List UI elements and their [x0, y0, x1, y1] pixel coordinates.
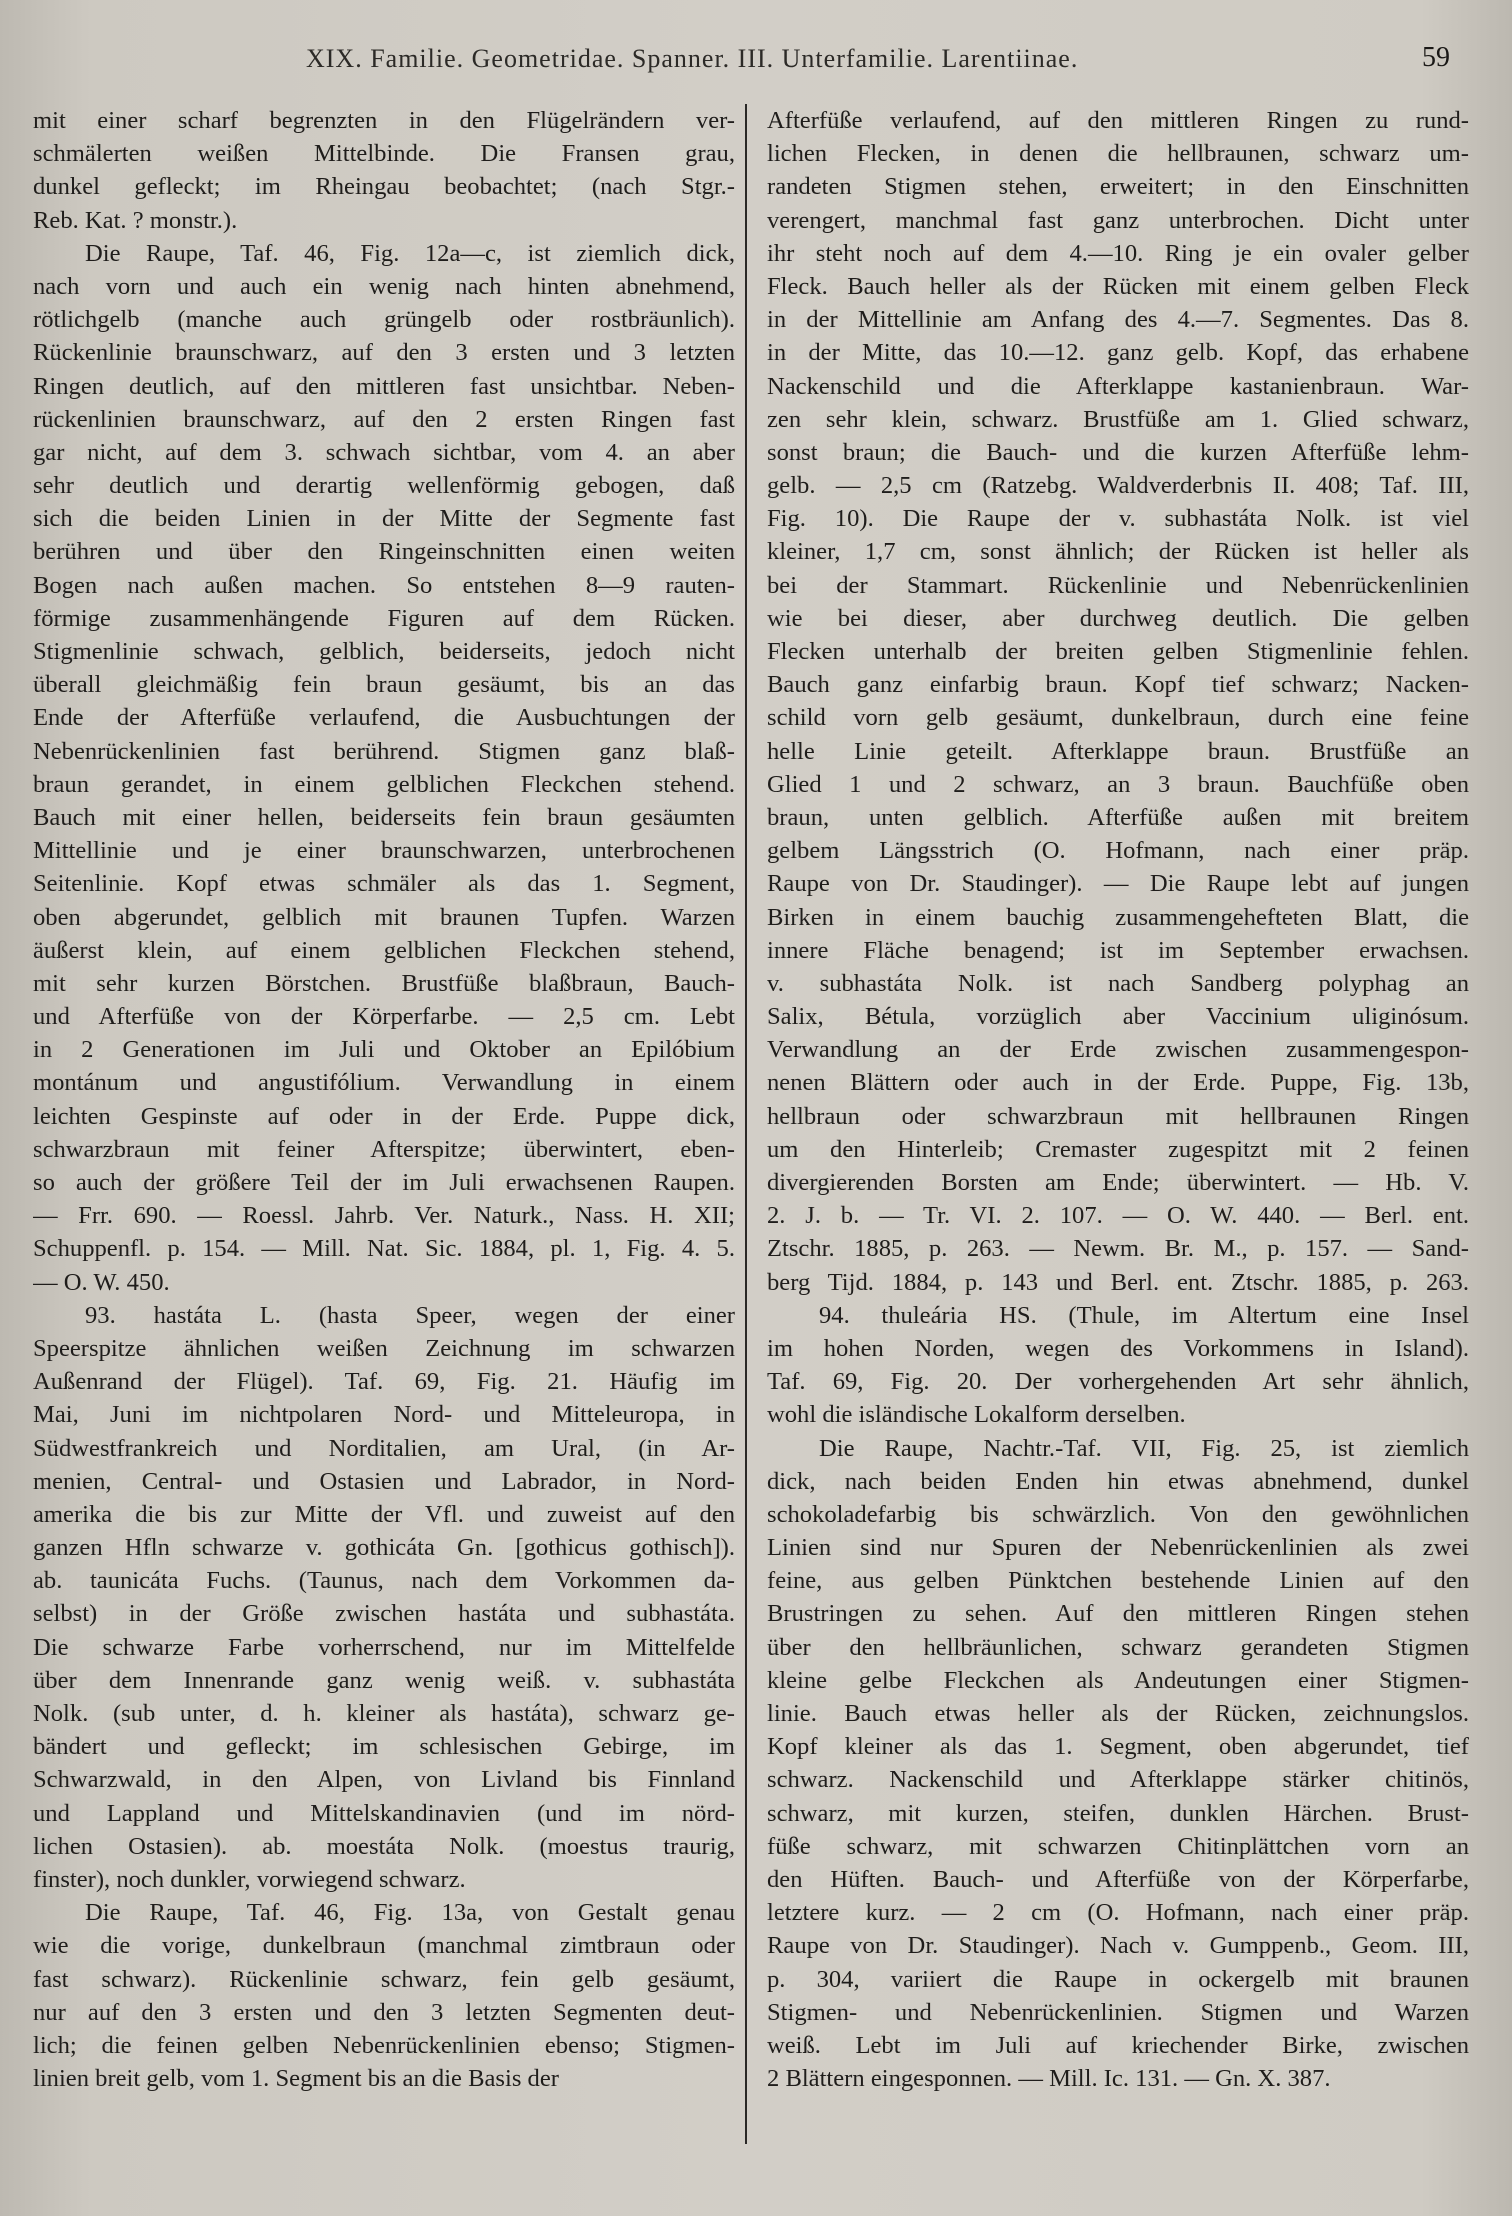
left-column-text-line: dunkel gefleckt; im Rheingau beobachtet; (nach Stgr.-	[33, 173, 735, 201]
left-column-text-line: selbst) in der Größe zwischen hastáta und subhastáta.	[33, 1600, 735, 1628]
right-column-text-line: hellbraun oder schwarzbraun mit hellbraunen Ringen	[767, 1102, 1469, 1130]
right-column-text-line: Die Raupe, Nachtr.-Taf. VII, Fig. 25, ist ziemlich	[819, 1434, 1469, 1462]
right-column-text-line: kleine gelbe Fleckchen als Andeutungen einer Stigmen-	[767, 1666, 1469, 1694]
right-column-text-line: um den Hinterleib; Cremaster zugespitzt mit 2 feinen	[767, 1135, 1469, 1163]
right-column-text-line: Fig. 10). Die Raupe der v. subhastáta Nolk. ist viel	[767, 505, 1469, 533]
left-column-text-line: Die schwarze Farbe vorherrschend, nur im Mittelfelde	[33, 1633, 735, 1661]
left-column-text-line: so auch der größere Teil der im Juli erwachsenen Raupen.	[33, 1169, 735, 1196]
left-column-text-line: Ringen deutlich, auf den mittleren fast unsichtbar. Neben-	[33, 372, 735, 400]
right-column-text-line: Raupe von Dr. Staudinger). Nach v. Gumppenb., Geom. III,	[767, 1932, 1469, 1960]
right-column-text-line: Fleck. Bauch heller als der Rücken mit einem gelben Fleck	[767, 272, 1469, 300]
right-column-text-line: verengert, manchmal fast ganz unterbrochen. Dicht unter	[767, 206, 1469, 234]
right-column-text-line: Ztschr. 1885, p. 263. — Newm. Br. M., p. 157. — Sand-	[767, 1235, 1469, 1263]
right-column-text-line: letztere kurz. — 2 cm (O. Hofmann, nach einer präp.	[767, 1899, 1469, 1927]
left-column-text-line: nur auf den 3 ersten und den 3 letzten Segmenten deut-	[33, 1998, 735, 2026]
left-column-text-line: Stigmenlinie schwach, gelblich, beiderseits, jedoch nicht	[33, 638, 735, 665]
right-column-text-line: Glied 1 und 2 schwarz, an 3 braun. Bauchfüße oben	[767, 770, 1469, 798]
left-column-text-line: Die Raupe, Taf. 46, Fig. 13a, von Gestalt genau	[85, 1899, 735, 1927]
left-column-text-line: Rückenlinie braunschwarz, auf den 3 ersten und 3 letzten	[33, 339, 735, 367]
right-column-text-line: füße schwarz, mit schwarzen Chitinplättchen vorn an	[767, 1832, 1469, 1860]
left-column-text-line: Mittellinie und je einer braunschwarzen, unterbrochenen	[33, 837, 735, 865]
right-column-text-line: helle Linie geteilt. Afterklappe braun. Brustfüße an	[767, 737, 1469, 765]
right-column-text-line: zen sehr klein, schwarz. Brustfüße am 1. Glied schwarz,	[767, 405, 1469, 433]
left-column-text-line: wie die vorige, dunkelbraun (manchmal zimtbraun oder	[33, 1932, 735, 1960]
left-column-text-line: — Frr. 690. — Roessl. Jahrb. Ver. Naturk., Nass. H. XII;	[33, 1202, 735, 1230]
right-column-text-line: schild vorn gelb gesäumt, dunkelbraun, durch eine feine	[767, 704, 1469, 732]
right-column-text-line: schokoladefarbig bis schwärzlich. Von den gewöhnlichen	[767, 1500, 1469, 1528]
right-column-text-line: divergierenden Borsten am Ende; überwintert. — Hb. V.	[767, 1169, 1469, 1196]
right-column-text-line: Bauch ganz einfarbig braun. Kopf tief schwarz; Nacken-	[767, 671, 1469, 699]
left-column-text-line: — O. W. 450.	[33, 1268, 170, 1296]
left-column-text-line: Mai, Juni im nichtpolaren Nord- und Mitteleuropa, in	[33, 1401, 735, 1429]
left-column-text-line: Bauch mit einer hellen, beiderseits fein braun gesäumten	[33, 803, 735, 831]
right-column-text-line: linie. Bauch etwas heller als der Rücken, zeichnungslos.	[767, 1700, 1469, 1727]
right-column-text-line: ihr steht noch auf dem 4.—10. Ring je ein ovaler gelber	[767, 239, 1469, 267]
left-column-text-line: Schwarzwald, in den Alpen, von Livland bis Finnland	[33, 1766, 735, 1794]
right-column-text-line: Linien sind nur Spuren der Nebenrückenlinien als zwei	[767, 1534, 1469, 1562]
left-column-text-line: amerika die bis zur Mitte der Vfl. und zuweist auf den	[33, 1500, 735, 1528]
left-column-text-line: Reb. Kat. ? monstr.).	[33, 206, 238, 234]
right-column-text-line: Kopf kleiner als das 1. Segment, oben abgerundet, tief	[767, 1733, 1469, 1761]
left-column-text-line: in 2 Generationen im Juli und Oktober an Epilóbium	[33, 1036, 735, 1064]
right-column-text-line: schwarz. Nackenschild und Afterklappe stärker chitinös,	[767, 1766, 1469, 1794]
right-column-text-line: über den hellbräunlichen, schwarz gerandeten Stigmen	[767, 1633, 1469, 1661]
left-column-text-line: Schuppenfl. p. 154. — Mill. Nat. Sic. 1884, pl. 1, Fig. 4. 5.	[33, 1235, 735, 1263]
left-column-text-line: mit einer scharf begrenzten in den Flügelrändern ver-	[33, 107, 735, 134]
right-column-text-line: 2 Blättern eingesponnen. — Mill. Ic. 131. — Gn. X. 387.	[767, 2065, 1331, 2093]
right-column-text-line: den Hüften. Bauch- und Afterfüße von der Körperfarbe,	[767, 1865, 1469, 1893]
left-column-text-line: leichten Gespinste auf oder in der Erde. Puppe dick,	[33, 1102, 735, 1130]
right-column-text-line: kleiner, 1,7 cm, sonst ähnlich; der Rücken ist heller als	[767, 538, 1469, 566]
right-column-text-line: Salix, Bétula, vorzüglich aber Vaccinium uliginósum.	[767, 1003, 1469, 1031]
left-column-text-line: ganzen Hfln schwarze v. gothicáta Gn. [gothicus gothisch]).	[33, 1534, 735, 1562]
right-column-text-line: Verwandlung an der Erde zwischen zusammengespon-	[767, 1036, 1469, 1064]
right-column-text-line: Birken in einem bauchig zusammengehefteten Blatt, die	[767, 903, 1469, 931]
left-column-text-line: Südwestfrankreich und Norditalien, am Ural, (in Ar-	[33, 1434, 735, 1462]
right-column-text-line: bei der Stammart. Rückenlinie und Nebenrückenlinien	[767, 571, 1469, 599]
right-text-column	[767, 104, 1469, 2095]
running-head	[0, 44, 1512, 84]
running-head-title: XIX. Familie. Geometridae. Spanner. III. Unterfamilie. Larentiinae.	[306, 44, 1079, 73]
right-column-text-line: Brustringen zu sehen. Auf den mittleren Ringen stehen	[767, 1600, 1469, 1628]
left-text-column	[33, 104, 735, 2095]
left-column-text-line: nach vorn und auch ein wenig nach hinten abnehmend,	[33, 272, 735, 300]
left-column-text-line: rötlichgelb (manche auch grüngelb oder rostbräunlich).	[33, 306, 735, 334]
right-column-text-line: Taf. 69, Fig. 20. Der vorhergehenden Art sehr ähnlich,	[767, 1368, 1469, 1396]
right-column-text-line: Stigmen- und Nebenrückenlinien. Stigmen und Warzen	[767, 1998, 1469, 2026]
right-column-text-line: wohl die isländische Lokalform derselben.	[767, 1401, 1186, 1429]
right-column-text-line: Afterfüße verlaufend, auf den mittleren Ringen zu rund-	[767, 107, 1469, 134]
right-column-text-line: innere Fläche benagend; ist im September erwachsen.	[767, 936, 1469, 964]
right-column-text-line: im hohen Norden, wegen des Vorkommens in Island).	[767, 1334, 1469, 1362]
left-column-text-line: Nolk. (sub unter, d. h. kleiner als hastáta), schwarz ge-	[33, 1700, 735, 1727]
right-column-text-line: p. 304, variiert die Raupe in ockergelb mit braunen	[767, 1965, 1469, 1993]
left-column-text-line: 93. hastáta L. (hasta Speer, wegen der einer	[85, 1301, 735, 1329]
right-column-text-line: braun, unten gelblich. Afterfüße außen mit breitem	[767, 803, 1469, 831]
left-column-text-line: braun gerandet, in einem gelblichen Fleckchen stehend.	[33, 770, 735, 798]
right-column-text-line: v. subhastáta Nolk. ist nach Sandberg polyphag an	[767, 969, 1469, 997]
left-column-text-line: Die Raupe, Taf. 46, Fig. 12a—c, ist ziemlich dick,	[85, 239, 735, 267]
left-column-text-line: lich; die feinen gelben Nebenrückenlinien ebenso; Stigmen-	[33, 2031, 735, 2059]
left-column-text-line: gar nicht, auf dem 3. schwach sichtbar, vom 4. an aber	[33, 438, 735, 466]
left-column-text-line: Bogen nach außen machen. So entstehen 8—9 rauten-	[33, 571, 735, 599]
right-column-text-line: schwarz, mit kurzen, steifen, dunklen Härchen. Brust-	[767, 1799, 1469, 1827]
left-column-text-line: sich die beiden Linien in der Mitte der Segmente fast	[33, 505, 735, 533]
left-column-text-line: oben abgerundet, gelblich mit braunen Tupfen. Warzen	[33, 903, 735, 931]
left-column-text-line: Ende der Afterfüße verlaufend, die Ausbuchtungen der	[33, 704, 735, 732]
right-column-text-line: sonst braun; die Bauch- und die kurzen Afterfüße lehm-	[767, 438, 1469, 466]
left-column-text-line: lichen Ostasien). ab. moestáta Nolk. (moestus traurig,	[33, 1832, 735, 1860]
right-column-text-line: Raupe von Dr. Staudinger). — Die Raupe lebt auf jungen	[767, 870, 1469, 898]
left-column-text-line: über dem Innenrande ganz wenig weiß. v. subhastáta	[33, 1666, 735, 1694]
right-column-text-line: gelbem Längsstrich (O. Hofmann, nach einer präp.	[767, 837, 1469, 865]
left-column-text-line: Speerspitze ähnlichen weißen Zeichnung im schwarzen	[33, 1334, 735, 1362]
right-column-text-line: feine, aus gelben Pünktchen bestehende Linien auf den	[767, 1567, 1469, 1595]
left-column-text-line: linien breit gelb, vom 1. Segment bis an die Basis der	[33, 2065, 559, 2093]
left-column-text-line: förmige zusammenhängende Figuren auf dem Rücken.	[33, 604, 735, 632]
right-column-text-line: gelb. — 2,5 cm (Ratzebg. Waldverderbnis II. 408; Taf. III,	[767, 472, 1469, 500]
left-column-text-line: und Lappland und Mittelskandinavien (und im nörd-	[33, 1799, 735, 1827]
page-number: 59	[1422, 42, 1450, 73]
right-column-text-line: in der Mittellinie am Anfang des 4.—7. Segmentes. Das 8.	[767, 306, 1469, 334]
left-column-text-line: menien, Central- und Ostasien und Labrador, in Nord-	[33, 1467, 735, 1495]
right-column-text-line: berg Tijd. 1884, p. 143 und Berl. ent. Ztschr. 1885, p. 263.	[767, 1268, 1469, 1296]
left-column-text-line: sehr deutlich und derartig wellenförmig gebogen, daß	[33, 472, 735, 500]
left-column-text-line: rückenlinien braunschwarz, auf den 2 ersten Ringen fast	[33, 405, 735, 433]
left-column-text-line: finster), noch dunkler, vorwiegend schwarz.	[33, 1865, 466, 1893]
right-column-text-line: nenen Blättern oder auch in der Erde. Puppe, Fig. 13b,	[767, 1069, 1469, 1097]
right-column-text-line: randeten Stigmen stehen, erweitert; in den Einschnitten	[767, 173, 1469, 201]
left-column-text-line: montánum und angustifólium. Verwandlung in einem	[33, 1069, 735, 1097]
right-column-text-line: weiß. Lebt im Juli auf kriechender Birke, zwischen	[767, 2031, 1469, 2059]
left-column-text-line: überall gleichmäßig fein braun gesäumt, bis an das	[33, 671, 735, 699]
left-column-text-line: und Afterfüße von der Körperfarbe. — 2,5 cm. Lebt	[33, 1003, 735, 1031]
left-column-text-line: schwarzbraun mit feiner Afterspitze; überwintert, eben-	[33, 1135, 735, 1163]
left-column-text-line: bändert und gefleckt; im schlesischen Gebirge, im	[33, 1733, 735, 1761]
right-column-text-line: Nackenschild und die Afterklappe kastanienbraun. War-	[767, 372, 1469, 400]
column-divider	[745, 104, 747, 2144]
left-column-text-line: berühren und über den Ringeinschnitten einen weiten	[33, 538, 735, 566]
left-column-text-line: ab. taunicáta Fuchs. (Taunus, nach dem Vorkommen da-	[33, 1567, 735, 1595]
right-column-text-line: 2. J. b. — Tr. VI. 2. 107. — O. W. 440. — Berl. ent.	[767, 1202, 1469, 1230]
right-column-text-line: dick, nach beiden Enden hin etwas abnehmend, dunkel	[767, 1467, 1469, 1495]
left-column-text-line: schmälerten weißen Mittelbinde. Die Fransen grau,	[33, 140, 735, 168]
left-column-text-line: Nebenrückenlinien fast berührend. Stigmen ganz blaß-	[33, 737, 735, 765]
left-column-text-line: Seitenlinie. Kopf etwas schmäler als das 1. Segment,	[33, 870, 735, 898]
right-column-text-line: 94. thuleária HS. (Thule, im Altertum eine Insel	[819, 1301, 1469, 1329]
right-column-text-line: wie bei dieser, aber durchweg deutlich. Die gelben	[767, 604, 1469, 632]
left-column-text-line: äußerst klein, auf einem gelblichen Fleckchen stehend,	[33, 936, 735, 964]
right-column-text-line: Flecken unterhalb der breiten gelben Stigmenlinie fehlen.	[767, 638, 1469, 665]
left-column-text-line: Außenrand der Flügel). Taf. 69, Fig. 21. Häufig im	[33, 1368, 735, 1396]
left-column-text-line: fast schwarz). Rückenlinie schwarz, fein gelb gesäumt,	[33, 1965, 735, 1993]
left-column-text-line: mit sehr kurzen Börstchen. Brustfüße blaßbraun, Bauch-	[33, 969, 735, 997]
right-column-text-line: in der Mitte, das 10.—12. ganz gelb. Kopf, das erhabene	[767, 339, 1469, 367]
right-column-text-line: lichen Flecken, in denen die hellbraunen, schwarz um-	[767, 140, 1469, 168]
